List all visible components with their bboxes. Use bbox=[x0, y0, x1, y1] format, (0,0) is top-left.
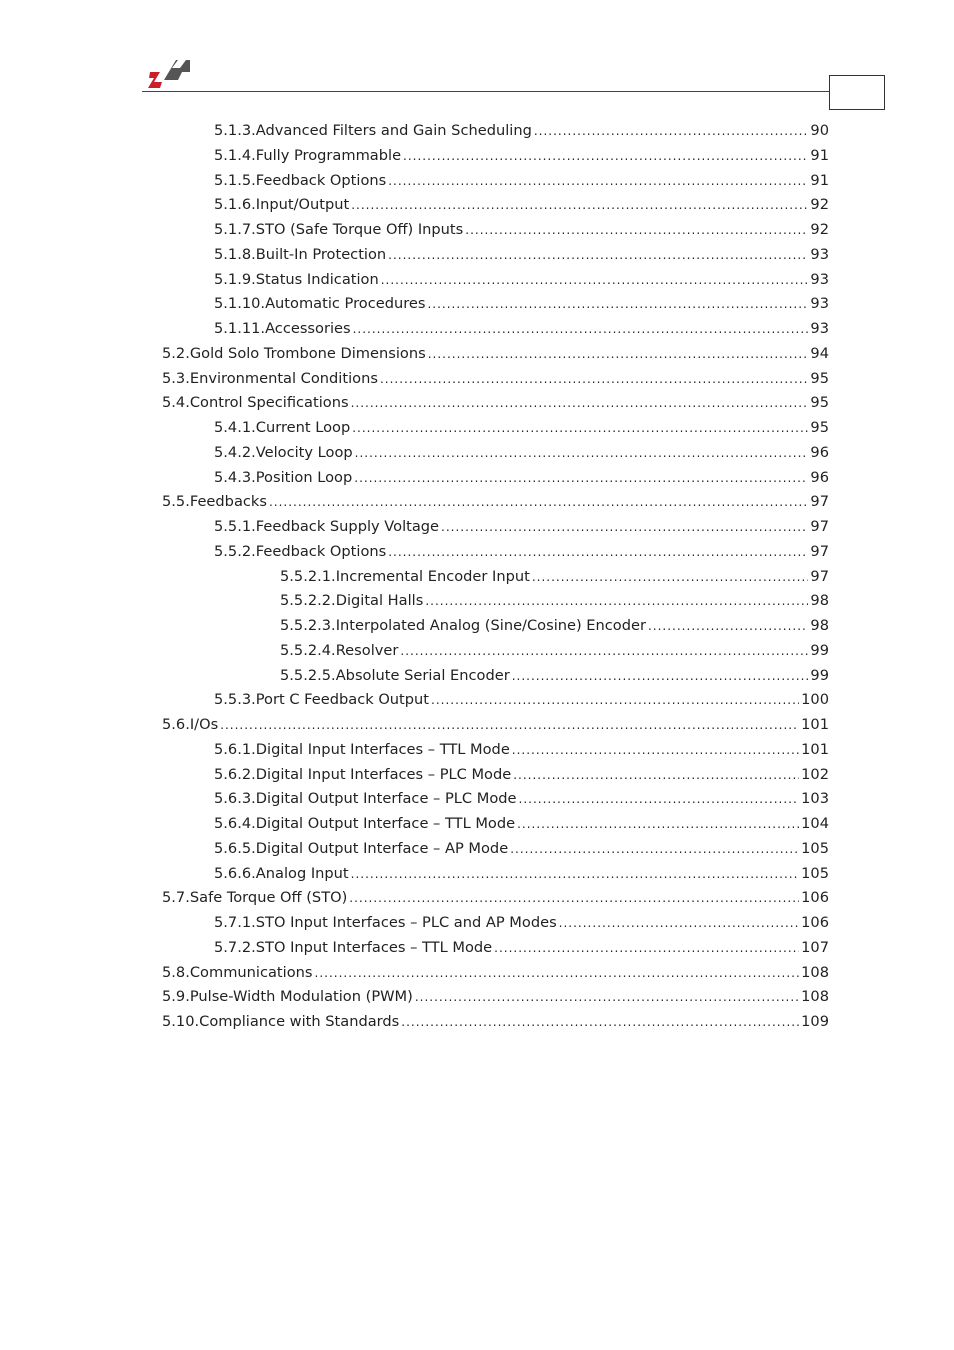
toc-entry[interactable] bbox=[214, 814, 829, 834]
toc-entry-page: 96 bbox=[810, 443, 829, 461]
toc-dot-leader bbox=[381, 270, 809, 290]
toc-dot-leader bbox=[352, 418, 808, 438]
toc-dot-leader bbox=[355, 443, 809, 463]
toc-entry-page: 108 bbox=[801, 963, 829, 981]
toc-entry-number: 5.1.4. bbox=[214, 146, 256, 164]
toc-entry-title: STO Input Interfaces – TTL Mode bbox=[255, 938, 493, 956]
toc-entry-number: 5.2. bbox=[162, 344, 190, 362]
toc-entry-number: 5.6.6. bbox=[214, 864, 256, 882]
toc-entry-number: 5.1.9. bbox=[214, 270, 256, 288]
toc-entry-number: 5.5.2.3. bbox=[280, 617, 336, 634]
toc-entry-title: Analog Input bbox=[255, 864, 349, 882]
toc-entry-page: 96 bbox=[810, 468, 829, 486]
toc-dot-leader bbox=[510, 839, 799, 859]
toc-entry-title: I/Os bbox=[189, 716, 219, 733]
toc-entry-number: 5.1.10. bbox=[214, 295, 266, 313]
toc-dot-leader bbox=[315, 963, 800, 983]
toc-entry-title: Digital Input Interfaces – TTL Mode bbox=[255, 740, 510, 758]
toc-entry-title: Feedback Options bbox=[255, 542, 387, 560]
toc-entry-number: 5.1.8. bbox=[214, 245, 256, 263]
toc-entry[interactable] bbox=[214, 938, 829, 958]
toc-entry-number: 5.6.1. bbox=[214, 740, 256, 758]
toc-entry-number: 5.1.6. bbox=[214, 196, 256, 214]
toc-entry-title: Digital Input Interfaces – PLC Mode bbox=[255, 765, 512, 783]
toc-entry-page: 106 bbox=[801, 914, 829, 931]
toc-entry-number: 5.4.1. bbox=[214, 419, 256, 436]
toc-entry[interactable] bbox=[162, 888, 829, 908]
toc-entry-title: STO Input Interfaces – PLC and AP Modes bbox=[255, 914, 557, 931]
toc-entry-page: 108 bbox=[801, 988, 829, 1006]
toc-entry-number: 5.1.7. bbox=[214, 221, 256, 238]
toc-entry-number: 5.8. bbox=[162, 963, 190, 981]
toc-entry[interactable] bbox=[280, 591, 829, 611]
toc-entry-title: Resolver bbox=[335, 641, 399, 659]
toc-entry-page: 97 bbox=[810, 567, 829, 585]
toc-entry-page: 101 bbox=[801, 716, 829, 733]
toc-entry-number: 5.5.2.2. bbox=[280, 592, 336, 610]
toc-entry[interactable] bbox=[214, 789, 829, 809]
toc-entry-number: 5.5.2.5. bbox=[280, 666, 336, 684]
toc-dot-leader bbox=[415, 987, 799, 1007]
toc-entry-page: 95 bbox=[810, 369, 829, 387]
toc-dot-leader bbox=[512, 740, 799, 760]
toc-entry[interactable] bbox=[280, 666, 829, 686]
toc-entry-title: Input/Output bbox=[255, 196, 350, 214]
toc-entry-number: 5.4.3. bbox=[214, 468, 256, 486]
toc-entry-number: 5.7. bbox=[162, 889, 190, 907]
toc-entry-number: 5.7.1. bbox=[214, 914, 256, 931]
toc-entry-page: 105 bbox=[801, 864, 829, 882]
toc-entry-title: Incremental Encoder Input bbox=[335, 567, 530, 585]
toc-dot-leader bbox=[388, 542, 808, 562]
toc-dot-leader bbox=[517, 814, 799, 834]
toc-entry-title: Feedback Supply Voltage bbox=[255, 518, 440, 535]
toc-entry-page: 101 bbox=[801, 740, 829, 758]
toc-entry-number: 5.5. bbox=[162, 493, 190, 511]
toc-entry-page: 95 bbox=[810, 419, 829, 436]
toc-entry-page: 102 bbox=[801, 765, 829, 783]
toc-dot-leader bbox=[388, 245, 808, 265]
toc-entry-number: 5.5.2.4. bbox=[280, 641, 336, 659]
toc-entry-title: Pulse-Width Modulation (PWM) bbox=[189, 988, 413, 1006]
toc-entry-title: Safe Torque Off (STO) bbox=[189, 889, 348, 907]
toc-dot-leader bbox=[380, 369, 808, 389]
toc-entry-number: 5.5.1. bbox=[214, 518, 256, 535]
toc-entry-title: Position Loop bbox=[255, 468, 353, 486]
toc-entry[interactable] bbox=[214, 443, 829, 463]
toc-entry-number: 5.9. bbox=[162, 988, 190, 1006]
toc-dot-leader bbox=[427, 294, 808, 314]
toc-entry-title: Control Specifications bbox=[189, 394, 349, 412]
toc-entry[interactable] bbox=[214, 270, 829, 290]
toc-entry-number: 5.6.2. bbox=[214, 765, 256, 783]
toc-entry-number: 5.5.3. bbox=[214, 691, 256, 709]
company-logo bbox=[148, 58, 192, 90]
toc-dot-leader bbox=[403, 146, 808, 166]
toc-entry[interactable] bbox=[214, 121, 829, 141]
toc-entry[interactable] bbox=[214, 839, 829, 859]
toc-entry-page: 98 bbox=[810, 592, 829, 610]
toc-entry-title: Port C Feedback Output bbox=[255, 691, 430, 709]
toc-entry[interactable] bbox=[214, 913, 829, 933]
toc-entry[interactable] bbox=[280, 567, 829, 587]
toc-entry-number: 5.5.2.1. bbox=[280, 567, 336, 585]
toc-entry[interactable] bbox=[214, 690, 829, 710]
toc-dot-leader bbox=[425, 591, 808, 611]
toc-entry-page: 104 bbox=[801, 815, 829, 832]
toc-dot-leader bbox=[351, 393, 809, 413]
toc-entry-page: 107 bbox=[801, 938, 829, 956]
toc-entry-title: Interpolated Analog (Sine/Cosine) Encoder bbox=[335, 617, 646, 634]
toc-entry-number: 5.1.5. bbox=[214, 171, 256, 189]
toc-dot-leader bbox=[648, 616, 808, 636]
toc-dot-leader bbox=[351, 195, 808, 215]
toc-dot-leader bbox=[428, 344, 809, 364]
toc-entry-number: 5.6.4. bbox=[214, 815, 256, 832]
toc-entry-page: 90 bbox=[810, 122, 829, 139]
toc-dot-leader bbox=[388, 171, 808, 191]
toc-entry[interactable] bbox=[162, 344, 829, 364]
toc-entry-page: 92 bbox=[810, 221, 829, 238]
toc-entry[interactable] bbox=[214, 245, 829, 265]
toc-dot-leader bbox=[351, 864, 800, 884]
toc-entry[interactable] bbox=[214, 171, 829, 191]
toc-entry[interactable] bbox=[162, 1012, 829, 1032]
toc-entry-number: 5.3. bbox=[162, 369, 190, 387]
toc-entry-number: 5.6. bbox=[162, 716, 190, 733]
toc-entry[interactable] bbox=[214, 319, 829, 339]
toc-entry-title: Advanced Filters and Gain Scheduling bbox=[255, 122, 532, 139]
toc-entry-page: 106 bbox=[801, 889, 829, 907]
toc-entry-title: Digital Output Interface – TTL Mode bbox=[255, 815, 516, 832]
toc-entry-page: 94 bbox=[810, 344, 829, 362]
toc-entry-number: 5.10. bbox=[162, 1013, 200, 1030]
toc-entry-page: 109 bbox=[801, 1013, 829, 1030]
toc-entry[interactable] bbox=[162, 715, 829, 735]
toc-entry-page: 97 bbox=[810, 518, 829, 535]
toc-dot-leader bbox=[512, 666, 809, 686]
toc-entry-page: 93 bbox=[810, 295, 829, 313]
toc-entry-title: Compliance with Standards bbox=[199, 1013, 400, 1030]
toc-dot-leader bbox=[559, 913, 799, 933]
toc-entry-title: Digital Halls bbox=[335, 592, 424, 610]
toc-entry-page: 99 bbox=[810, 666, 829, 684]
toc-dot-leader bbox=[519, 789, 800, 809]
toc-entry[interactable] bbox=[214, 220, 829, 240]
toc-entry-title: Feedback Options bbox=[255, 171, 387, 189]
toc-entry[interactable] bbox=[280, 616, 829, 636]
toc-dot-leader bbox=[353, 319, 809, 339]
toc-entry[interactable] bbox=[162, 369, 829, 389]
toc-entry-page: 93 bbox=[810, 270, 829, 288]
toc-dot-leader bbox=[431, 690, 799, 710]
toc-entry-number: 5.4.2. bbox=[214, 443, 256, 461]
toc-entry-page: 93 bbox=[810, 245, 829, 263]
toc-entry-title: Digital Output Interface – AP Mode bbox=[255, 839, 509, 857]
toc-entry-page: 97 bbox=[810, 542, 829, 560]
toc-entry[interactable] bbox=[280, 641, 829, 661]
toc-entry[interactable] bbox=[214, 418, 829, 438]
toc-entry[interactable] bbox=[214, 517, 829, 537]
toc-entry[interactable] bbox=[162, 963, 829, 983]
toc-entry-number: 5.4. bbox=[162, 394, 190, 412]
toc-entry-title: Status Indication bbox=[255, 270, 379, 288]
toc-entry-title: Feedbacks bbox=[189, 493, 267, 511]
toc-entry-title: Fully Programmable bbox=[255, 146, 402, 164]
toc-entry-page: 92 bbox=[810, 196, 829, 214]
toc-entry-page: 91 bbox=[810, 146, 829, 164]
toc-dot-leader bbox=[465, 220, 808, 240]
toc-entry-number: 5.1.3. bbox=[214, 122, 256, 139]
toc-entry-title: Communications bbox=[189, 963, 313, 981]
page-number-box bbox=[829, 75, 885, 110]
toc-entry-number: 5.6.3. bbox=[214, 790, 256, 808]
toc-entry[interactable] bbox=[214, 740, 829, 760]
toc-entry[interactable] bbox=[214, 468, 829, 488]
toc-dot-leader bbox=[494, 938, 799, 958]
toc-entry-title: Current Loop bbox=[255, 419, 351, 436]
toc-dot-leader bbox=[220, 715, 799, 735]
toc-entry-page: 95 bbox=[810, 394, 829, 412]
toc-entry[interactable] bbox=[214, 864, 829, 884]
toc-entry[interactable] bbox=[162, 492, 829, 512]
toc-dot-leader bbox=[354, 468, 808, 488]
toc-entry-title: Gold Solo Trombone Dimensions bbox=[189, 344, 426, 362]
toc-entry-page: 99 bbox=[810, 641, 829, 659]
toc-entry[interactable] bbox=[162, 393, 829, 413]
toc-entry-page: 105 bbox=[801, 839, 829, 857]
toc-dot-leader bbox=[441, 517, 808, 537]
toc-entry-page: 93 bbox=[810, 320, 829, 337]
toc-dot-leader bbox=[401, 1012, 799, 1032]
toc-entry[interactable] bbox=[214, 195, 829, 215]
toc-entry-page: 98 bbox=[810, 617, 829, 634]
toc-entry-number: 5.1.11. bbox=[214, 320, 266, 337]
toc-entry-title: Absolute Serial Encoder bbox=[335, 666, 510, 684]
toc-entry-title: Digital Output Interface – PLC Mode bbox=[255, 790, 517, 808]
toc-entry-title: Environmental Conditions bbox=[189, 369, 378, 387]
toc-entry[interactable] bbox=[214, 294, 829, 314]
toc-entry-number: 5.7.2. bbox=[214, 938, 256, 956]
toc-entry-page: 103 bbox=[801, 790, 829, 808]
toc-dot-leader bbox=[532, 567, 809, 587]
toc-entry-number: 5.6.5. bbox=[214, 839, 256, 857]
toc-entry-title: Velocity Loop bbox=[255, 443, 353, 461]
toc-dot-leader bbox=[513, 765, 799, 785]
toc-entry-number: 5.5.2. bbox=[214, 542, 256, 560]
toc-entry-title: STO (Safe Torque Off) Inputs bbox=[255, 221, 464, 238]
toc-entry-title: Accessories bbox=[265, 320, 351, 337]
toc-entry[interactable] bbox=[162, 987, 829, 1007]
toc-dot-leader bbox=[534, 121, 809, 141]
toc-entry[interactable] bbox=[214, 765, 829, 785]
toc-entry-page: 97 bbox=[810, 493, 829, 511]
toc-entry-page: 100 bbox=[801, 691, 829, 709]
header-rule bbox=[142, 91, 830, 92]
toc-entry[interactable] bbox=[214, 542, 829, 562]
toc-entry-title: Built-In Protection bbox=[255, 245, 387, 263]
toc-entry-page: 91 bbox=[810, 171, 829, 189]
toc-entry-title: Automatic Procedures bbox=[265, 295, 426, 313]
toc-dot-leader bbox=[349, 888, 799, 908]
toc-entry[interactable] bbox=[214, 146, 829, 166]
toc-dot-leader bbox=[400, 641, 808, 661]
toc-dot-leader bbox=[269, 492, 808, 512]
